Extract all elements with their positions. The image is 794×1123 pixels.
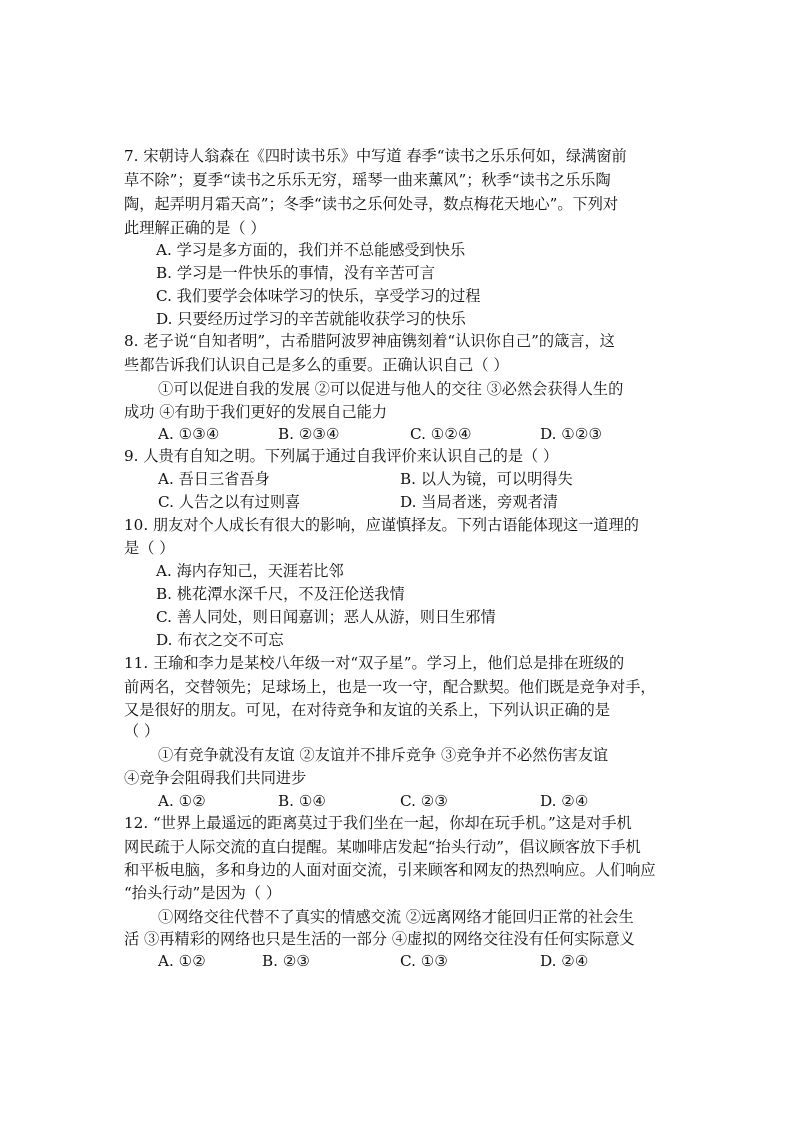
q12-option-a: A. ①② [158, 952, 206, 970]
q11-option-b: B. ①④ [278, 792, 327, 810]
q12-option-b: B. ②③ [262, 952, 311, 970]
q8-statement-line-2: 成功 ④有助于我们更好的发展自己能力 [124, 403, 388, 421]
q11-option-d: D. ②④ [540, 792, 589, 810]
q11-stem-line-2: 前两名，交替领先；足球场上，也是一攻一守，配合默契。他们既是竞争对手， [124, 678, 656, 696]
q8-options-row [0, 423, 794, 445]
q10-option-c: C. 善人同处，则日闻嘉训；恶人从游，则日生邪情 [156, 608, 496, 626]
q12-stem-line-3: 和平板电脑，多和身边的人面对面交流，引来顾客和网友的热烈响应。人们响应 [124, 861, 656, 879]
q11-statement-line-1: ①有竞争就没有友谊 ②友谊并不排斥竞争 ③竞争并不必然伤害友谊 [158, 746, 609, 764]
q7-stem-line-3: 陶，起弄明月霜天高”；冬季“读书之乐何处寻，数点梅花天地心”。下列对 [124, 195, 619, 213]
q11-stem-line-1: 11. 王瑜和李力是某校八年级一对“双子星”。学习上，他们总是排在班级的 [124, 654, 625, 672]
q7-option-d: D. 只要经历过学习的辛苦就能收获学习的快乐 [156, 310, 466, 328]
q7-stem-line-1: 7. 宋朝诗人翁森在《四时读书乐》中写道 春季“读书之乐乐何如，绿满窗前 [124, 147, 627, 165]
q9-option-d: D. 当局者迷，旁观者清 [400, 493, 558, 511]
q11-option-a: A. ①② [158, 792, 206, 810]
q12-options-row [0, 950, 794, 972]
q8-option-a: A. ①③④ [158, 425, 220, 443]
q7-option-a: A. 学习是多方面的，我们并不总能感受到快乐 [156, 241, 466, 259]
q10-option-d: D. 布衣之交不可忘 [156, 631, 284, 649]
q11-statement-line-2: ④竞争会阻碍我们共同进步 [124, 769, 307, 787]
q7-option-c: C. 我们要学会体味学习的快乐，享受学习的过程 [156, 287, 481, 305]
q9-option-c: C. 人告之以有过则喜 [158, 493, 301, 511]
q10-option-b: B. 桃花潭水深千尺，不及汪伦送我情 [156, 585, 405, 603]
q11-options-row [0, 790, 794, 812]
q12-statement-line-1: ①网络交往代替不了真实的情感交流 ②远离网络才能回归正常的社会生 [158, 908, 634, 926]
q9-option-b: B. 以人为镜，可以明得失 [400, 470, 573, 488]
q10-option-a: A. 海内存知己，天涯若比邻 [156, 562, 344, 580]
q10-stem-line-1: 10. 朋友对个人成长有很大的影响，应谨慎择友。下列古语能体现这一道理的 [124, 516, 639, 534]
q9-options-row-1 [0, 468, 794, 490]
q9-stem: 9. 人贵有自知之明。下列属于通过自我评价来认识自己的是（ ） [124, 447, 559, 465]
q10-stem-line-2: 是（ ） [124, 539, 175, 557]
q12-stem-line-1: 12. “世界上最遥远的距离莫过于我们坐在一起，你却在玩手机。”这是对手机 [124, 814, 632, 832]
q8-option-d: D. ①②③ [540, 425, 603, 443]
q7-stem-line-4: 此理解正确的是（ ） [124, 219, 266, 237]
q7-stem-line-2: 草不除”；夏季“读书之乐乐无穷，瑶琴一曲来薰风”；秋季“读书之乐乐陶 [124, 171, 611, 189]
q12-option-c: C. ①③ [400, 952, 448, 970]
q11-stem-line-4: （ ） [124, 722, 160, 740]
q8-option-c: C. ①②④ [410, 425, 472, 443]
q7-option-b: B. 学习是一件快乐的事情，没有辛苦可言 [156, 264, 436, 282]
q12-stem-line-4: “抬头行动”是因为（ ） [124, 884, 282, 902]
q8-statement-line-1: ①可以促进自我的发展 ②可以促进与他人的交往 ③必然会获得人生的 [158, 380, 624, 398]
q12-option-d: D. ②④ [540, 952, 589, 970]
q9-options-row-2 [0, 491, 794, 513]
q11-option-c: C. ②③ [400, 792, 448, 810]
q12-stem-line-2: 网民疏于人际交流的直白提醒。某咖啡店发起“抬头行动”，倡议顾客放下手机 [124, 838, 641, 856]
q8-stem-line-1: 8. 老子说“自知者明”，古希腊阿波罗神庙镌刻着“认识你自己”的箴言，这 [124, 332, 615, 350]
q8-stem-line-2: 些都告诉我们认识自己是多么的重要。正确认识自己（ ） [124, 356, 509, 374]
q8-option-b: B. ②③④ [278, 425, 340, 443]
q12-statement-line-2: 活 ③再精彩的网络也只是生活的一部分 ④虚拟的网络交往没有任何实际意义 [124, 930, 635, 948]
q11-stem-line-3: 又是很好的朋友。可见，在对待竞争和友谊的关系上，下列认识正确的是 [124, 701, 610, 719]
q9-option-a: A. 吾日三省吾身 [158, 470, 270, 488]
